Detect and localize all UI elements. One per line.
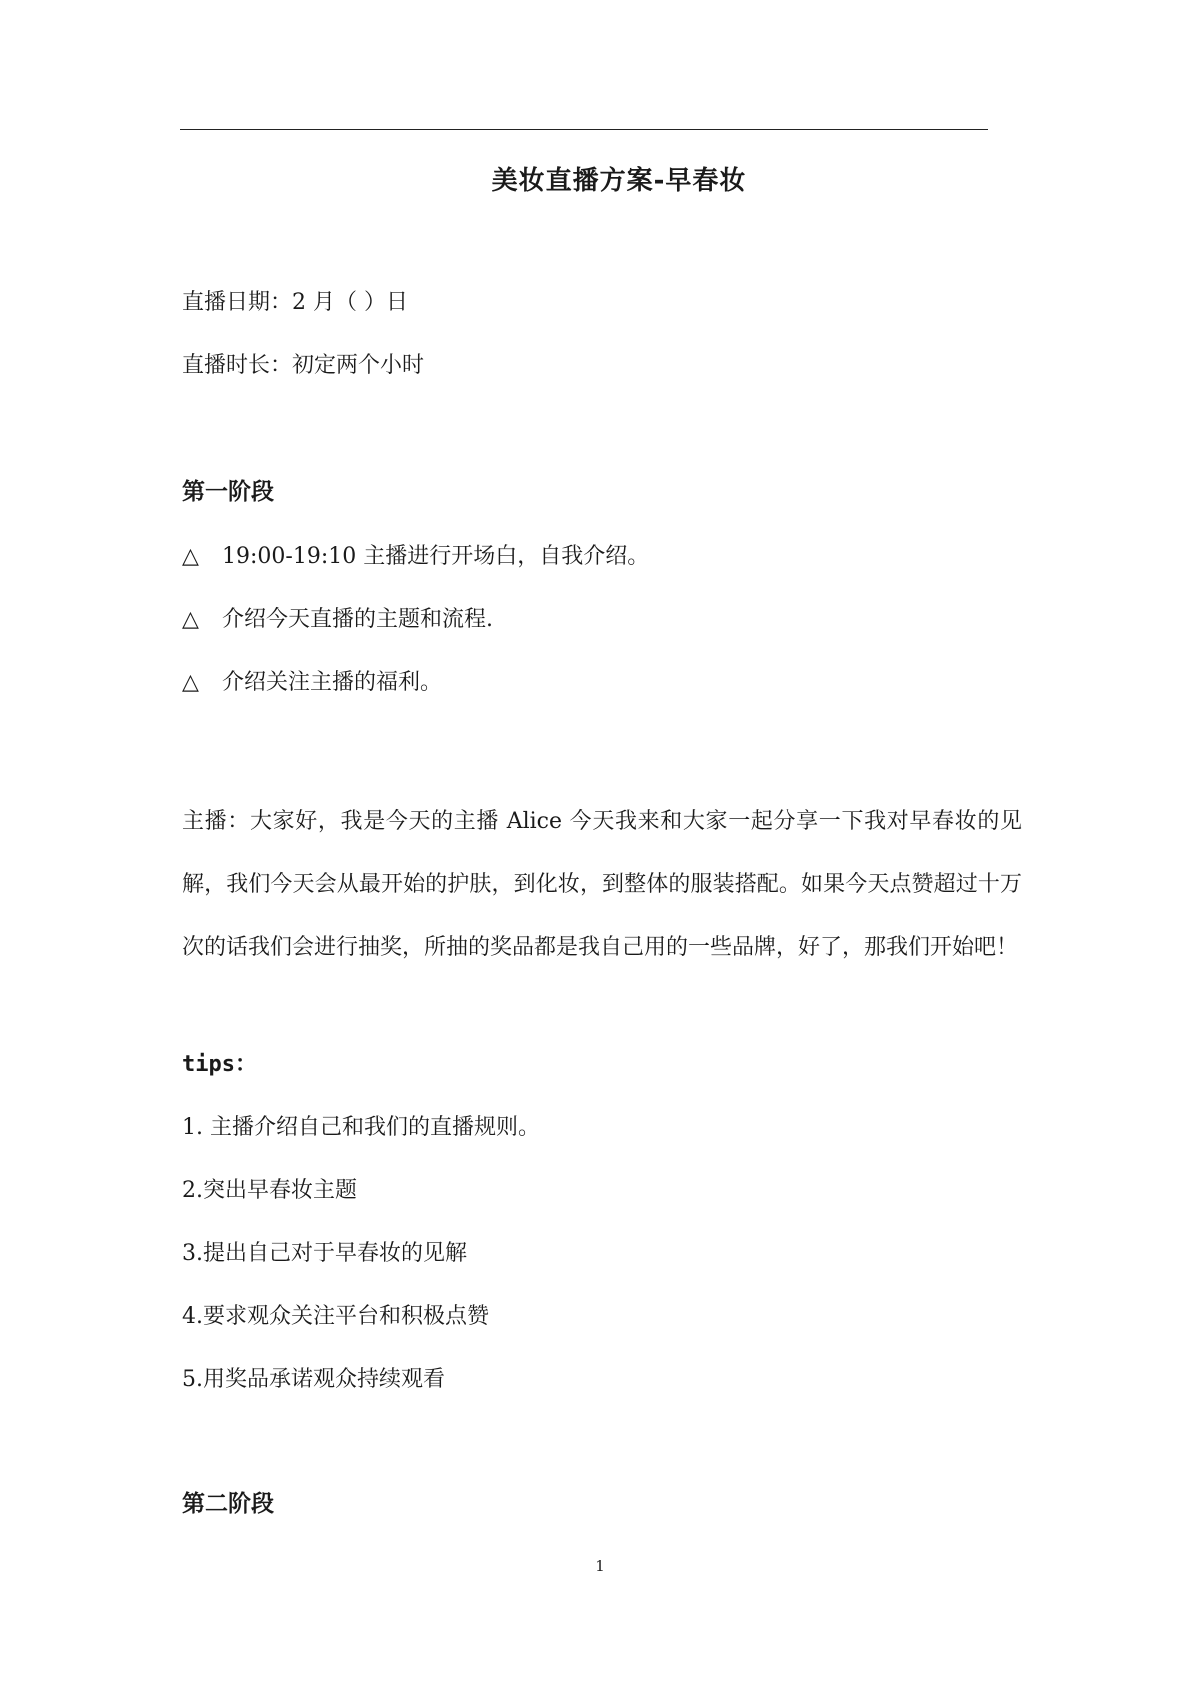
stage1-bullet-3 bbox=[182, 668, 442, 698]
tip-item-4: 4.要求观众关注平台和积极点赞 bbox=[182, 1304, 489, 1329]
broadcast-date: 直播日期：2 月（ ）日 bbox=[182, 290, 408, 315]
tips-label: tips： bbox=[182, 1052, 257, 1077]
host-script-paragraph: 主播：大家好，我是今天的主播 Alice 今天我来和大家一起分享一下我对早春妆的见解，我们今天会从最开始的护肤，到化妆，到整体的服装搭配。如果今天点赞超过十万次的话我们会进行抽奖，所抽的奖品都是我自己用的一些品牌，好了，那我们开始吧！ bbox=[182, 809, 1022, 960]
stage1-bullet-text: 19:00-19:10 主播进行开场白，自我介绍。 bbox=[222, 544, 650, 569]
triangle-bullet-icon: △ bbox=[182, 607, 199, 632]
header-rule bbox=[180, 129, 988, 130]
stage1-bullet-1 bbox=[182, 542, 649, 572]
stage1-bullet-text: 介绍今天直播的主题和流程. bbox=[222, 607, 493, 632]
document-title: 美妆直播方案-早春妆 bbox=[491, 166, 747, 196]
tip-item-1: 1. 主播介绍自己和我们的直播规则。 bbox=[182, 1115, 540, 1140]
triangle-bullet-icon: △ bbox=[182, 544, 199, 569]
stage1-bullet-text: 介绍关注主播的福利。 bbox=[222, 670, 443, 695]
tip-item-3: 3.提出自己对于早春妆的见解 bbox=[182, 1241, 467, 1266]
triangle-bullet-icon: △ bbox=[182, 670, 199, 695]
stage1-bullet-2 bbox=[182, 605, 493, 635]
stage1-heading: 第一阶段 bbox=[182, 479, 274, 505]
broadcast-duration: 直播时长：初定两个小时 bbox=[182, 353, 425, 378]
stage2-heading: 第二阶段 bbox=[182, 1491, 274, 1517]
page-number: 1 bbox=[595, 1557, 605, 1575]
tip-item-5: 5.用奖品承诺观众持续观看 bbox=[182, 1367, 445, 1392]
tip-item-2: 2.突出早春妆主题 bbox=[182, 1178, 357, 1203]
